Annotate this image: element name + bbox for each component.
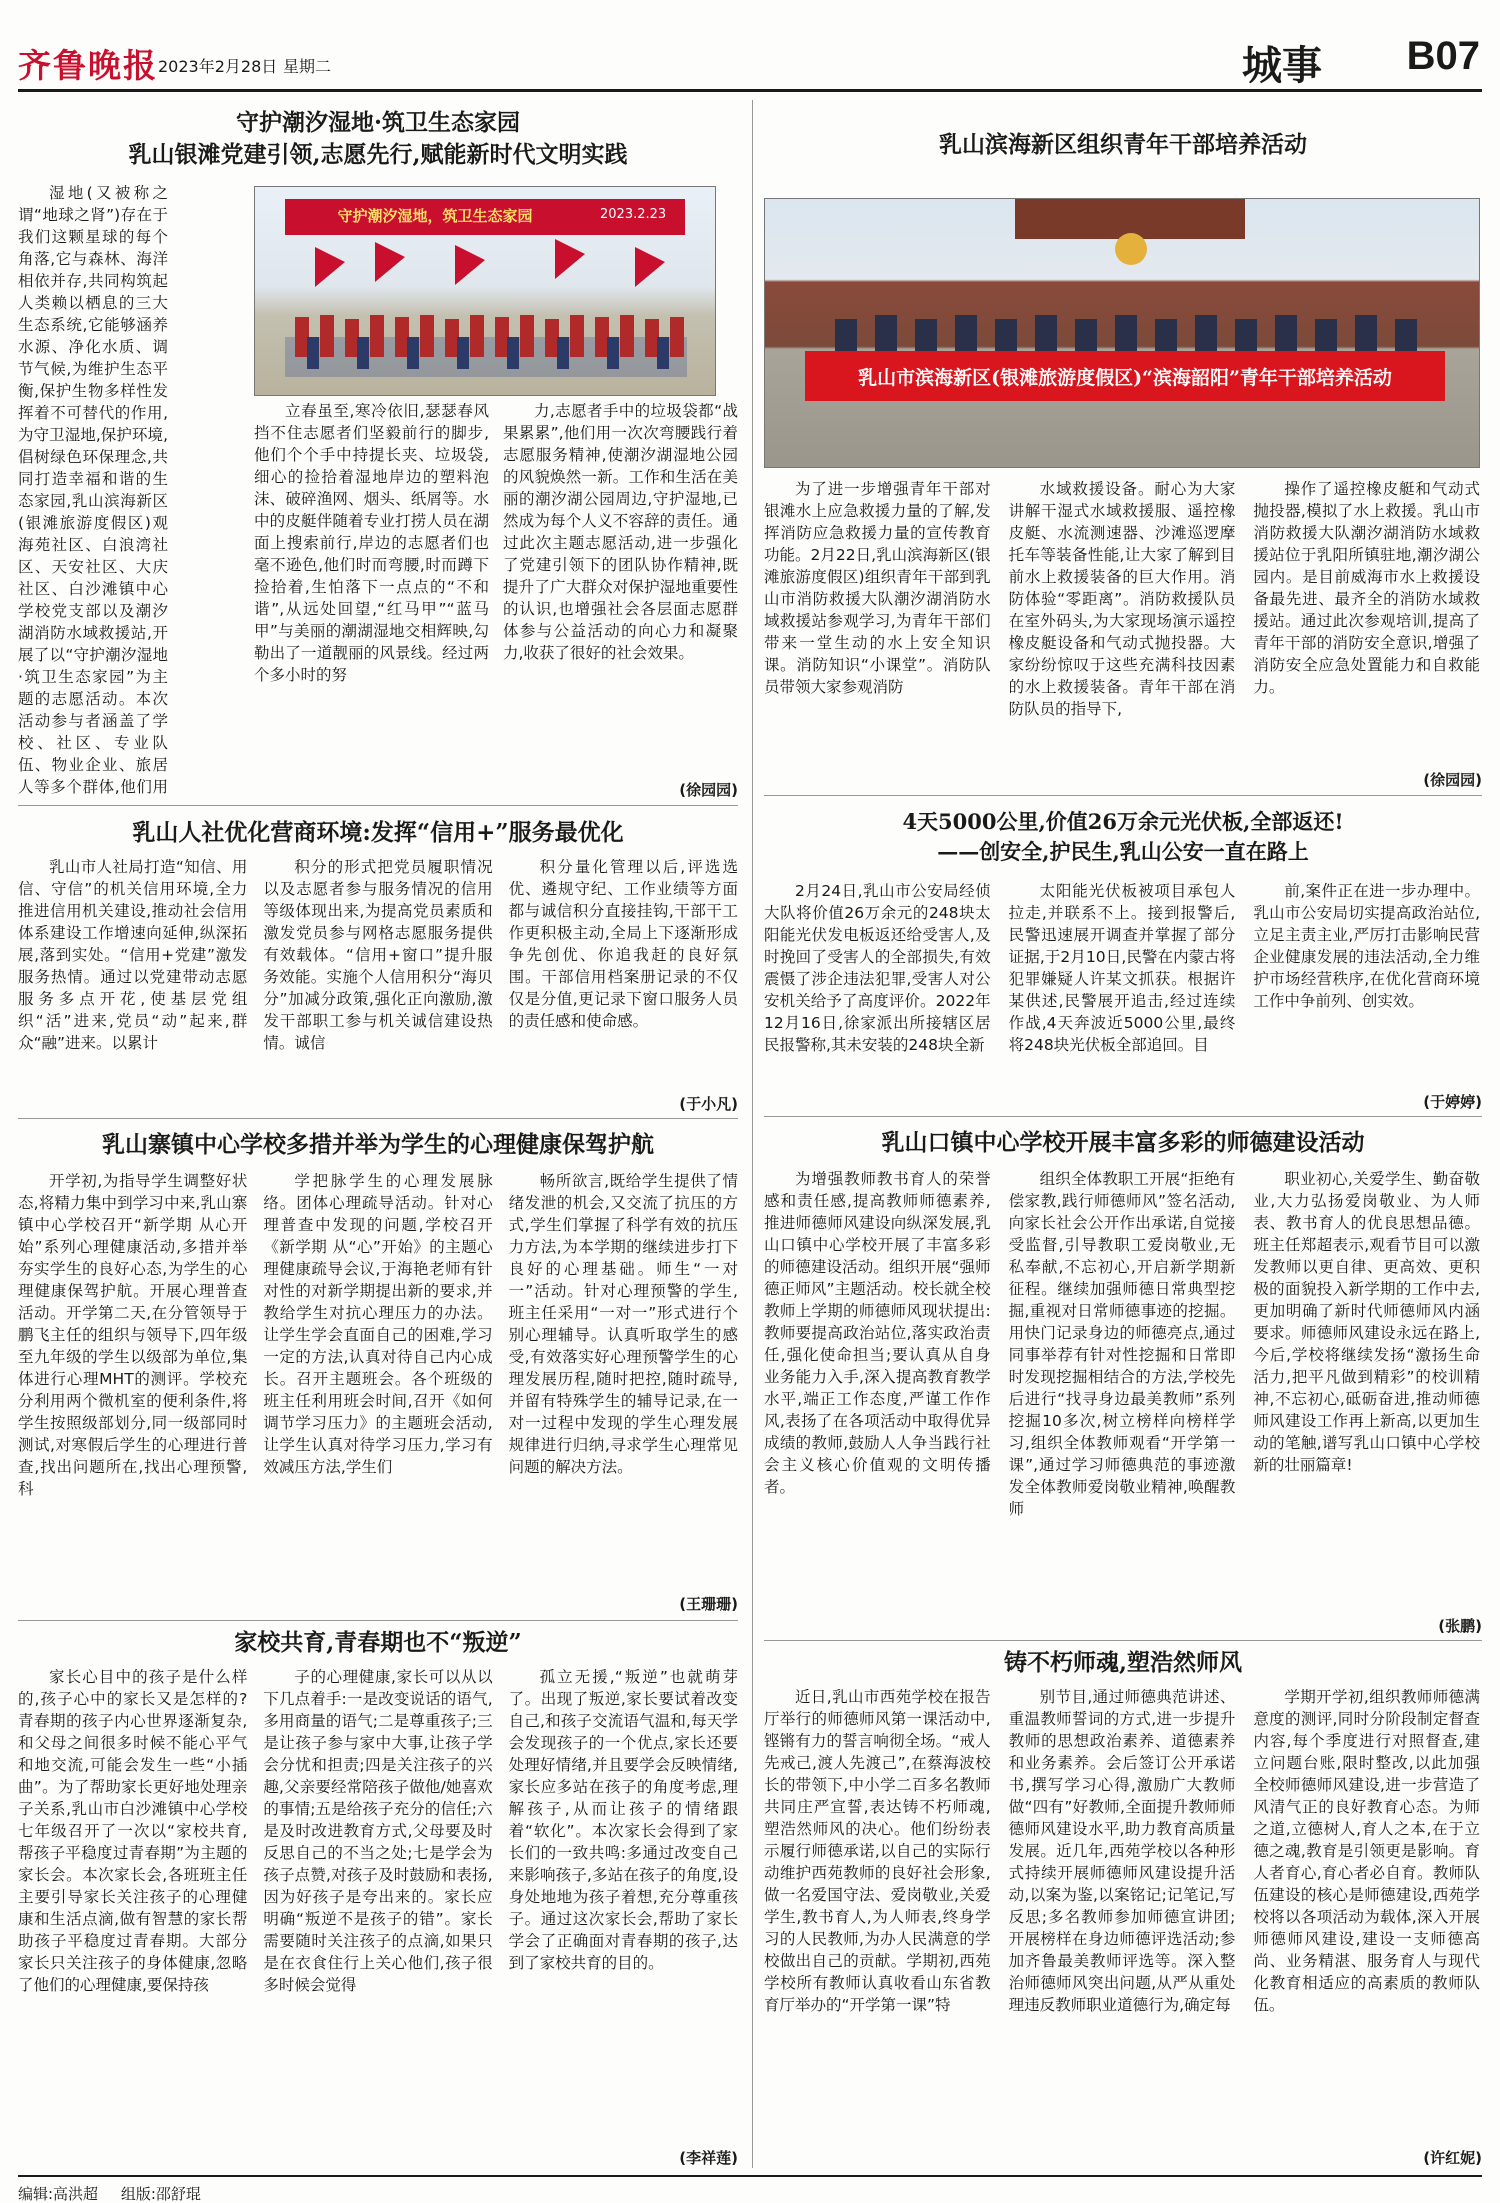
article-youth-cadre: [764, 100, 1482, 790]
article-column: 水域救援设备。耐心为大家讲解干湿式水域救援服、遥控橡皮艇、水流测速器、沙滩巡逻摩托车等装备性能,让大家了解到目前水上救援装备的巨大作用。消防体验“零距离”。消防救援队员在室外码头,为大家现场演示遥控橡皮艇设备和气动式抛投器。大家纷纷惊叹于这些充满科技因素的水上救援装备。青年干部在消防队员的指导下,: [1008, 480, 1236, 718]
article-column: 太阳能光伏板被项目承包人拉走,并联系不上。接到报警后,民警迅速展开调查并掌握了部分证据,于2月10日,民警在内蒙古将犯罪嫌疑人许某文抓获。根据许某供述,民警展开追击,经过连续作战,4天奔波近5000公里,最终将248块光伏板全部追回。目: [1008, 882, 1236, 1054]
article-column: 学期开学初,组织教师师德满意度的测评,同时分阶段制定督查内容,每个季度进行对照督查,建立问题台账,限时整改,以此加强全校师德师风建设,进一步营造了风清气正的良好教育心态。为师之道,立德树人,育人之本,在于立德之魂,教育是引领更是影响。育人者育心,育心者必自育。教师队伍建设的核心是师德建设,西苑学校将以各项活动为载体,深入开展师德师风建设,建设一支师德高尚、业务精湛、服务育人与现代化教育相适应的高素质的教师队伍。: [1253, 1688, 1481, 2014]
article-column: 乳山市人社局打造“知信、用信、守信”的机关信用环境,全力推进信用机关建设,推动社会信用体系建设工作增速向延伸,纵深拓展,落到实处。“信用+党建”激发服务热情。通过以党建带动志愿服务多点开花,使基层党组织“活”进来,党员“动”起来,群众“融”进来。以累计: [18, 858, 248, 1052]
page-number: B07: [1406, 34, 1480, 78]
article-column: 子的心理健康,家长可以从以下几点着手:一是改变说话的语气,多用商量的语气;二是尊重孩子;三是让孩子参与家中大事,让孩子学会分忧和担责;四是关注孩子的兴趣,父亲要经常陪孩子做他/她喜欢的事情;五是给孩子充分的信任;六是及时改进教育方式,父母要及时反思自己的不当之处;七是学会为孩子点赞,对孩子及时鼓励和表扬,因为好孩子是夸出来的。家长应明确“叛逆不是孩子的错”。家长需要随时关注孩子的点滴,如果只是在衣食住行上关心他们,孩子很多时候会觉得: [263, 1668, 493, 1994]
article-title: 乳山寨镇中心学校多措并举为学生的心理健康保驾护航: [102, 1131, 654, 1158]
issue-weekday: 星期二: [283, 57, 332, 76]
article-byline: (于婷婷): [1417, 1091, 1482, 1112]
article-column: 力,志愿者手中的垃圾袋都“战果累累”,他们用一次次弯腰践行着志愿服务精神,使潮汐湖湿地公园的风貌焕然一新。工作和生活在美丽的潮汐湖公园周边,守护湿地,已然成为每个人义不容辞的责任。通过此次主题志愿活动,进一步强化了党建引领下的团队协作精神,既提升了广大群众对保护湿地重要性的认识,也增强社会各层面志愿群体参与公益活动的向心力和凝聚力,收获了很好的社会效果。: [503, 402, 738, 662]
article-title-line1: 守护潮汐湿地·筑卫生态家园: [235, 109, 520, 136]
article-photo: [254, 186, 716, 396]
article-byline: (李祥莲): [673, 2147, 738, 2168]
article-column: 孤立无援,“叛逆”也就萌芽了。出现了叛逆,家长要试着改变自己,和孩子交流语气温和,每天学会发现孩子的一个优点,家长还要处理好情绪,并且要学会反映情绪,家长应多站在孩子的角度考虑,理解孩子,从而让孩子的情绪跟着“软化”。本次家长会得到了家长们的一致共鸣:多通过改变自己来影响孩子,多站在孩子的角度,设身处地地为孩子着想,充分尊重孩子。通过这次家长会,帮助了家长学会了正确面对青春期的孩子,达到了家校共育的目的。: [508, 1668, 738, 1972]
masthead: [18, 30, 1482, 92]
photo-date-stamp: 2023.2.23: [600, 207, 667, 222]
section-rule: [18, 1620, 738, 1621]
article-title: 乳山滨海新区组织青年干部培养活动: [939, 131, 1307, 158]
article-column: 为增强教师教书育人的荣誉感和责任感,提高教师师德素养,推进师德师风建设向纵深发展,乳山口镇中心学校开展了丰富多彩的师德建设活动。组织开展“强师德正师风”主题活动。校长就全校教师上学期的师德师风现状提出:教师要提高政治站位,落实政治责任,强化使命担当;要认真从自身业务能力入手,深入提高教育教学水平,端正工作态度,严谨工作作风,表扬了在各项活动中取得优异成绩的教师,鼓励人人争当践行社会主义核心价值观的文明传播者。: [764, 1170, 991, 1496]
photo-banner-text: 守护潮汐湿地，筑卫生态家园: [337, 207, 533, 225]
section-rule: [764, 1640, 1482, 1641]
article-home-school: [18, 1624, 738, 2168]
newspaper-logo: 齐鲁晚报: [18, 46, 158, 85]
article-police-solar: [764, 802, 1482, 1112]
article-column: 前,案件正在进一步办理中。乳山市公安局切实提高政治站位,立足主责主业,严厉打击影响民营企业健康发展的违法活动,全力维护市场经营秩序,在优化营商环境工作中争前列、创实效。: [1253, 882, 1481, 1010]
article-column: 湿地(又被称之谓“地球之肾”)存在于我们这颗星球的每个角落,它与森林、海洋相依并存,共同构筑起人类赖以栖息的三大生态系统,它能够涵养水源、净化水质、调节气候,为维护生态平衡,保护生物多样性发挥着不可替代的作用,为守卫湿地,保护环境,倡树绿色环保理念,共同打造幸福和谐的生态家园,乳山滨海新区(银滩旅游度假区)观海苑社区、白浪湾社区、天安社区、大庆社区、白沙滩镇中心学校党支部以及潮汐湖消防水域救援站,开展了以“守护潮汐湿地·筑卫生态家园”为主题的志愿活动。本次活动参与者涵盖了学校、社区、专业队伍、物业企业、旅居人等多个群体,他们用: [18, 184, 168, 796]
article-byline: (徐园园): [673, 779, 738, 800]
article-column: 开学初,为指导学生调整好状态,将精力集中到学习中来,乳山寨镇中心学校召开“新学期 从心开始”系列心理健康活动,多措并举夯实学生的良好心态,为学生的心理健康保驾护航。开展心理普查活动。开学第二天,在分管领导于鹏飞主任的组织与领导下,四年级至九年级的学生以级部为单位,集体进行心理MHT的测评。学校充分利用两个微机室的便利条件,将学生按照级部划分,同一级部同时测试,对寒假后学生的心理进行普查,找出问题所在,找出心理预警,科: [18, 1172, 248, 1498]
article-title: 铸不朽师魂,塑浩然师风: [1003, 1649, 1242, 1676]
article-credit-service: [18, 812, 738, 1114]
group-photo-illustration: [765, 199, 1480, 468]
article-column: 积分的形式把党员履职情况以及志愿者参与服务情况的信用等级体现出来,为提高党员素质和激发党员参与网格志愿服务提供有效载体。“信用+窗口”提升服务效能。实施个人信用积分“海贝分”加减分政策,强化正向激励,激发干部职工参与机关诚信建设热情。诚信: [263, 858, 493, 1052]
article-column: 畅所欲言,既给学生提供了情绪发泄的机会,又交流了抗压的方式,学生们掌握了科学有效的抗压力方法,为本学期的继续进步打下良好的心理基础。师生“一对一”活动。针对心理预警的学生,班主任采用“一对一”形式进行个别心理辅导。认真听取学生的感受,有效落实好心理预警学生的心理发展历程,随时把控,随时疏导,并留有特殊学生的辅导记录,在一对一过程中发现的学生心理发展规律进行归纳,寻求学生心理常见问题的解决方法。: [508, 1172, 738, 1476]
issue-date: 2023年2月28日: [158, 57, 278, 76]
article-column: 2月24日,乳山市公安局经侦大队将价值26万余元的248块太阳能光伏发电板返还给受害人,及时挽回了受害人的全部损失,有效震慑了涉企违法犯罪,受害人对公安机关给予了高度评价。2022年12月16日,徐家派出所接辖区居民报警称,其未安装的248块全新: [764, 882, 991, 1054]
article-column: 组织全体教职工开展“拒绝有偿家教,践行师德师风”签名活动,向家长社会公开作出承诺,自觉接受监督,引导教职工爱岗敬业,无私奉献,不忘初心,开启新学期新征程。继续加强师德日常典型挖掘,重视对日常师德事迹的挖掘。用快门记录身边的师德亮点,通过同事举荐有针对性挖掘和日常即时发现挖掘相结合的方法,学校先后进行“找寻身边最美教师”系列挖掘10多次,树立榜样向榜样学习,组织全体教师观看“开学第一课”,通过学习师德典范的事迹激发全体教师爱岗敬业精神,唤醒教师: [1008, 1170, 1236, 1518]
article-column: 为了进一步增强青年干部对银滩水上应急救援力量的了解,发挥消防应急救援力量的宣传教育功能。2月22日,乳山滨海新区(银滩旅游度假区)组织青年干部到乳山市消防救援大队潮汐湖消防水域救援站参观学习,为青年干部们带来一堂生动的水上安全知识课。消防知识“小课堂”。消防队员带领大家参观消防: [764, 480, 991, 696]
article-title-line2: 乳山银滩党建引领,志愿先行,赋能新时代文明实践: [128, 141, 628, 168]
photo-banner-text: 乳山市滨海新区(银滩旅游度假区)“滨海韶阳”青年干部培养活动: [858, 367, 1392, 389]
article-column: 近日,乳山市西苑学校在报告厅举行的师德师风第一课活动中,铿锵有力的誓言响彻全场。“戒人先戒己,渡人先渡己”,在蔡海波校长的带领下,中小学二百多名教师共同庄严宣誓,表达铸不朽师魂,塑浩然师风的决心。他们纷纷表示履行师德承诺,以自己的实际行动维护西苑教师的良好社会形象,做一名爱国守法、爱岗敬业,关爱学生,教书育人,为人师表,终身学习的人民教师,为办人民满意的学校做出自己的贡献。学期初,西苑学校所有教师认真收看山东省教育厅举办的“开学第一课”特: [764, 1688, 991, 2014]
article-title: 家校共育,青春期也不“叛逆”: [234, 1629, 522, 1656]
section-rule: [18, 1118, 738, 1119]
article-byline: (王珊珊): [673, 1593, 738, 1614]
section-rule: [764, 795, 1482, 796]
article-byline: (许红妮): [1417, 2147, 1482, 2168]
editor-credit: 编辑:高洪超: [18, 2185, 99, 2203]
article-mental-health: [18, 1124, 738, 1614]
article-title-line2: ——创安全,护民生,乳山公安一直在路上: [937, 839, 1309, 864]
article-wetland: [18, 100, 738, 800]
article-column: 别节目,通过师德典范讲述、重温教师誓词的方式,进一步提升教师的思想政治素养、道德素养和业务素养。会后签订公开承诺书,撰写学习心得,激励广大教师做“四有”好教师,全面提升教师师德师风建设水平,助力教育高质量发展。近几年,西苑学校以各种形式持续开展师德师风建设提升活动,以案为鉴,以案铭记;记笔记,写反思;多名教师参加师德宣讲团;开展榜样在身边师德评选活动;参加齐鲁最美教师评选等。深入整治师德师风突出问题,从严从重处理违反教师职业道德行为,确定每: [1008, 1688, 1236, 2014]
article-column: 学把脉学生的心理发展脉络。团体心理疏导活动。针对心理普查中发现的问题,学校召开《新学期 从“心”开始》的主题心理健康疏导会议,于海艳老师有针对性的对新学期提出新的要求,并教给学生对抗心理压力的办法。让学生学会直面自己的困难,学习一定的方法,认真对待自己内心成长。召开主题班会。各个班级的班主任利用班会时间,召开《如何调节学习压力》的主题班会活动,让学生认真对待学习压力,学习有效减压方法,学生们: [263, 1172, 493, 1476]
article-byline: (徐园园): [1417, 769, 1482, 790]
article-column: 家长心目中的孩子是什么样的,孩子心中的家长又是怎样的?青春期的孩子内心世界逐渐复杂,和父母之间很多时候不能心平气和地交流,可能会发生一些“小插曲”。为了帮助家长更好地处理亲子关系,乳山市白沙滩镇中心学校七年级召开了一次以“家校共育,帮孩子平稳度过青春期”为主题的家长会。本次家长会,各班班主任主要引导家长关注孩子的心理健康和生活点滴,做有智慧的家长帮助孩子平稳度过青春期。大部分家长只关注孩子的身体健康,忽略了他们的心理健康,要保持孩: [18, 1668, 248, 1994]
article-teacher-ethics: [764, 1122, 1482, 1636]
section-name: 城事: [1242, 42, 1322, 89]
article-byline: (张鹏): [1432, 1615, 1482, 1636]
column-divider: [752, 100, 753, 2168]
designer-credit: 组版:邵舒琨: [120, 2185, 201, 2203]
article-column: 职业初心,关爱学生、勤奋敬业,大力弘扬爱岗敬业、为人师表、教书育人的优良思想品德。班主任郑超表示,观看节目可以激发教师以更自律、更高效、更积极的面貌投入新学期的工作中去,更加明确了新时代师德师风内涵要求。师德师风建设永远在路上,今后,学校将继续发扬“激扬生命活力,把平凡做到精彩”的校训精神,不忘初心,砥砺奋进,推动师德师风建设工作再上新高,以更加生动的笔触,谱写乳山口镇中心学校新的壮丽篇章!: [1253, 1170, 1481, 1474]
page-footer: [18, 2175, 1482, 2203]
article-title: 乳山口镇中心学校开展丰富多彩的师德建设活动: [881, 1129, 1365, 1156]
article-byline: (于小凡): [673, 1093, 738, 1114]
article-title-line1: 4天5000公里,价值26万余元光伏板,全部返还!: [902, 809, 1344, 834]
article-column: 立春虽至,寒冷依旧,瑟瑟春风挡不住志愿者们坚毅前行的脚步,他们个个手中持提长夹、垃圾袋,细心的捡拾着湿地岸边的塑料泡沫、破碎渔网、烟头、纸屑等。水中的皮艇伴随着专业打捞人员在湖面上搜索前行,岸边的志愿者们也毫不逊色,他们时而弯腰,时而蹲下捡拾着,生怕落下一点点的“不和谐”,从远处回望,“红马甲”“蓝马甲”与美丽的潮湖湿地交相辉映,勾勒出了一道靓丽的风景线。经过两个多小时的努: [254, 402, 489, 684]
section-rule: [18, 805, 738, 806]
article-photo: [764, 198, 1480, 468]
article-column: 操作了遥控橡皮艇和气动式抛投器,模拟了水上救援。乳山市消防救援大队潮汐湖消防水域救援站位于乳阳所镇驻地,潮汐湖公园内。是目前威海市水上救援设备最先进、最齐全的消防水域救援站。通过此次参观培训,提高了青年干部的消防安全意识,增强了消防安全应急处置能力和自救能力。: [1253, 480, 1481, 696]
section-rule: [764, 1116, 1482, 1117]
article-teacher-soul: [764, 1644, 1482, 2168]
article-column: 积分量化管理以后,评选选优、遴规守纪、工作业绩等方面都与诚信积分直接挂钩,干部干工作更积极主动,全局上下逐渐形成争先创优、你追我赶的良好氛围。干部信用档案册记录的不仅仅是分值,更记录下窗口服务人员的责任感和使命感。: [508, 858, 738, 1030]
article-title: 乳山人社优化营商环境:发挥“信用+”服务最优化: [132, 819, 624, 846]
